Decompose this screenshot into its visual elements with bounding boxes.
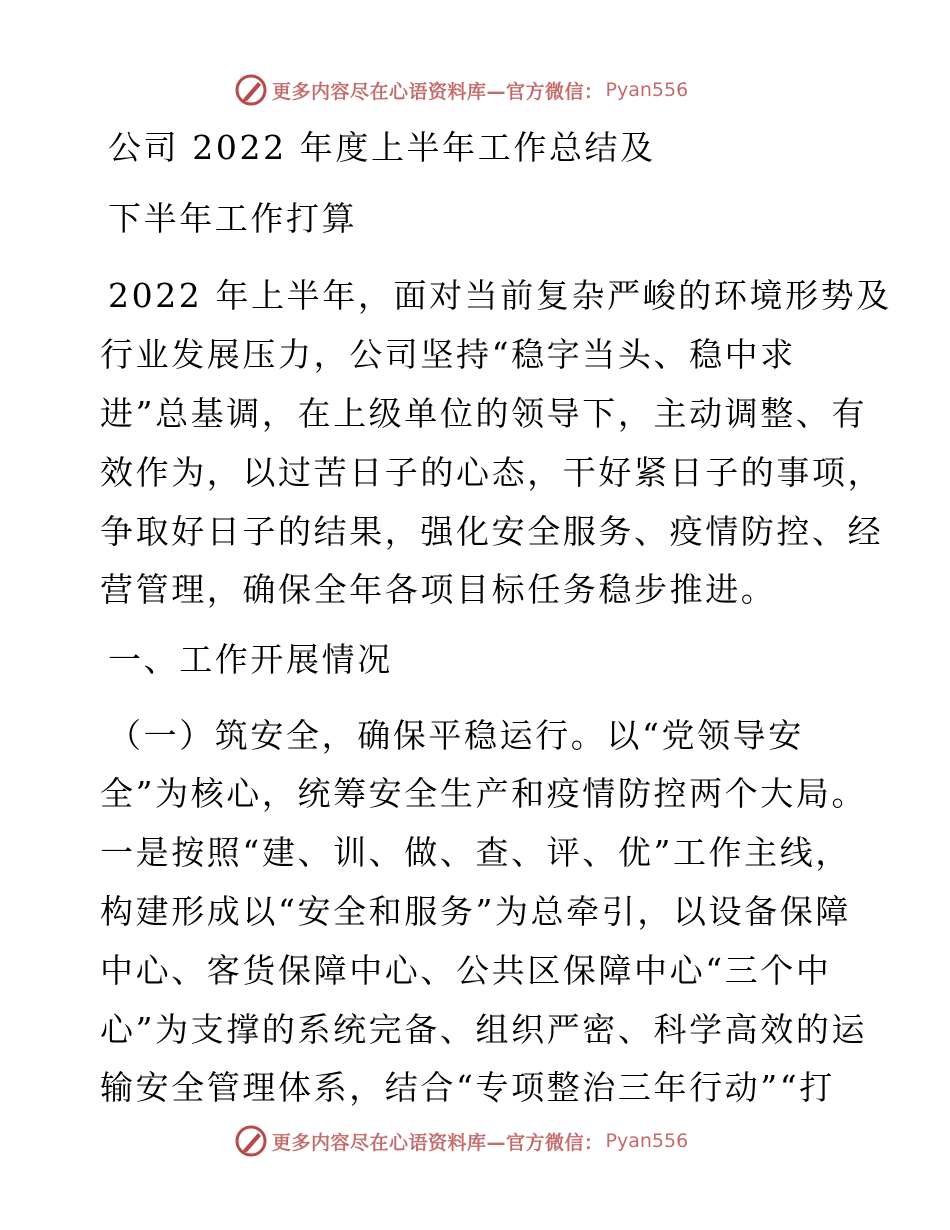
subsection-line-5: 中心、客货保障中心、公共区保障中心“三个中: [100, 951, 832, 990]
pen-logo-icon: [234, 1124, 268, 1158]
intro-line-6: 营管理，确保全年各项目标任务稳步推进。: [100, 570, 777, 609]
document-title-line-1: 公司 2022 年度上半年工作总结及: [108, 128, 656, 167]
subsection-line-6: 心”为支撑的系统完备、组织严密、科学高效的运: [100, 1010, 868, 1049]
subsection-line-3: 一是按照“建、训、做、查、评、优”工作主线，: [100, 833, 851, 872]
watermark-text: 更多内容尽在心语资料库—官方微信：: [272, 80, 604, 103]
watermark-wechat-id: Pyan556: [605, 79, 689, 101]
watermark-footer: [234, 1123, 688, 1159]
watermark-text: 更多内容尽在心语资料库—官方微信：: [272, 1131, 604, 1154]
subsection-line-4: 构建形成以“安全和服务”为总牵引，以设备保障: [100, 892, 851, 931]
intro-line-4: 效作为，以过苦日子的心态，干好紧日子的事项，: [100, 453, 884, 492]
subsection-line-2: 全”为核心，统筹安全生产和疫情防控两个大局。: [100, 774, 868, 813]
subsection-line-7: 输安全管理体系，结合“专项整治三年行动”“打: [100, 1068, 835, 1107]
watermark-wechat-id: Pyan556: [605, 1130, 689, 1152]
intro-line-2: 行业发展压力，公司坚持“稳字当头、稳中求: [100, 335, 796, 374]
document-title-line-2: 下半年工作打算: [108, 199, 358, 238]
intro-line-5: 争取好日子的结果，强化安全服务、疫情防控、经: [100, 512, 884, 551]
intro-line-1: 2022 年上半年，面对当前复杂严峻的环境形势及: [108, 276, 892, 315]
pen-logo-icon: [234, 73, 268, 107]
intro-line-3: 进”总基调，在上级单位的领导下，主动调整、有: [100, 394, 868, 433]
watermark-header: [234, 72, 688, 108]
section-heading: 一、工作开展情况: [108, 640, 393, 679]
subsection-line-1: （一）筑安全，确保平稳运行。以“党领导安: [108, 716, 804, 755]
